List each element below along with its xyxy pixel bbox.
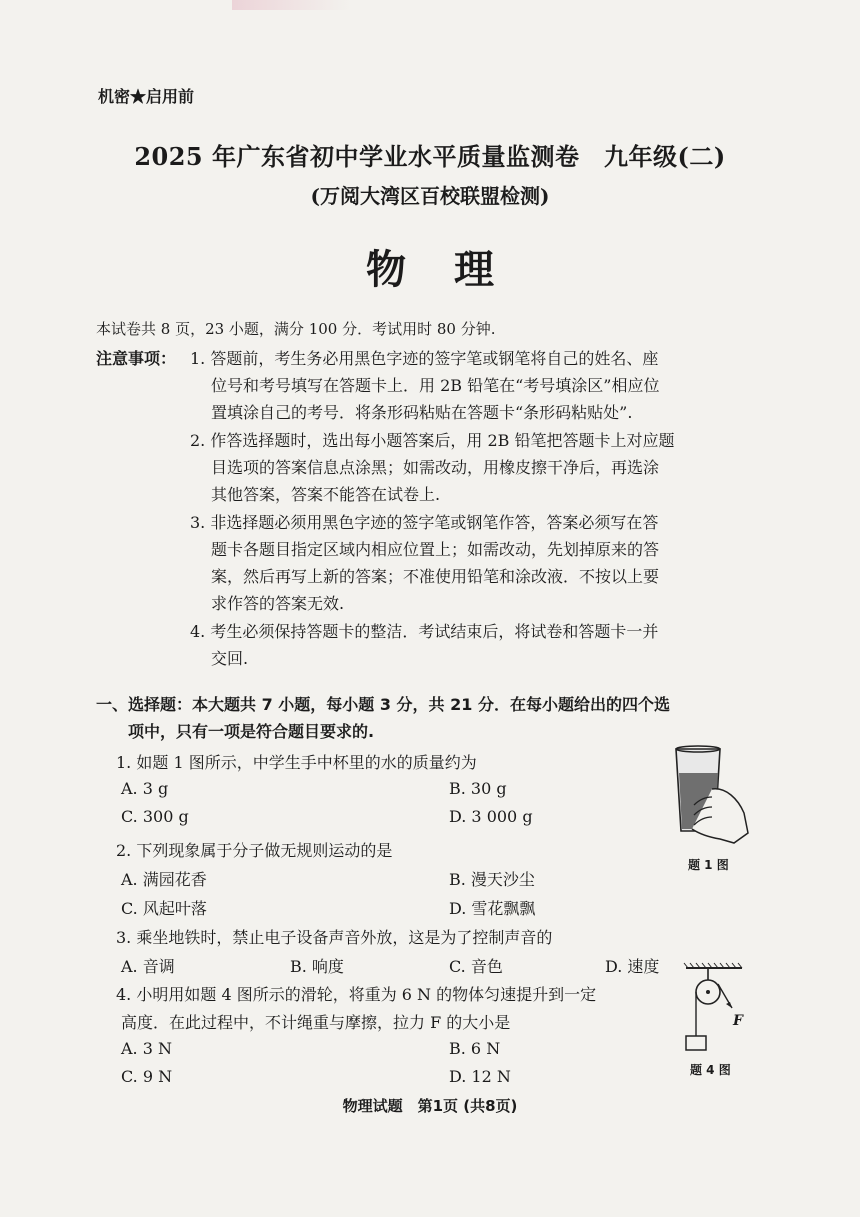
question-4-stem: 4. 小明用如题 4 图所示的滑轮，将重为 6 N 的物体匀速提升到一定: [116, 985, 597, 1004]
section-title-cont: 项中，只有一项是符合题目要求的.: [128, 722, 375, 741]
notice-line: 3. 非选择题必须用黑色字迹的签字笔或钢笔作答，答案必须写在答: [190, 513, 659, 532]
question-2-option-c: C. 风起叶落: [121, 899, 207, 918]
question-3-option-b: B. 响度: [290, 957, 344, 976]
section-title: 一、选择题：本大题共 7 小题，每小题 3 分，共 21 分．在每小题给出的四个选: [96, 695, 670, 714]
top-stain: [232, 0, 352, 10]
page-footer: 物理试题 第1页 (共8页): [342, 1097, 518, 1115]
question-3-stem: 3. 乘坐地铁时，禁止电子设备声音外放，这是为了控制声音的: [116, 928, 553, 947]
question-4-option-c: C. 9 N: [121, 1067, 173, 1086]
notice-line: 交回.: [211, 649, 249, 668]
question-2-option-d: D. 雪花飘飘: [449, 899, 536, 918]
question-3-option-d: D. 速度: [605, 957, 660, 976]
confidential-mark: 机密★启用前: [98, 87, 195, 106]
notice-line: 1. 答题前，考生务必用黑色字迹的签字笔或钢笔将自己的姓名、座: [190, 349, 659, 368]
notice-line: 其他答案，答案不能答在试卷上.: [211, 485, 441, 504]
question-4-option-a: A. 3 N: [121, 1039, 172, 1058]
question-4-option-b: B. 6 N: [449, 1039, 501, 1058]
figure-4-caption: 题 4 图: [690, 1063, 731, 1077]
figure-4-pulley: [680, 962, 750, 1054]
notice-line: 目选项的答案信息点涂黑；如需改动，用橡皮擦干净后，再选涂: [211, 458, 660, 477]
notice-line: 求作答的答案无效.: [211, 594, 345, 613]
question-1-option-b: B. 30 g: [449, 779, 507, 798]
question-3-option-c: C. 音色: [449, 957, 503, 976]
notice-label: 注意事项：: [96, 349, 177, 368]
exam-title: 2025 年广东省初中学业水平质量监测卷 九年级(二): [134, 142, 726, 171]
subject-title: 物理: [366, 247, 542, 293]
question-1-option-c: C. 300 g: [121, 807, 189, 826]
notice-line: 案，然后再写上新的答案；不准使用铅笔和涂改液．不按以上要: [211, 567, 660, 586]
question-1-option-d: D. 3 000 g: [449, 807, 533, 826]
question-4-option-d: D. 12 N: [449, 1067, 511, 1086]
figure-1-cup-in-hand: [668, 743, 750, 849]
question-1-stem: 1. 如题 1 图所示，中学生手中杯里的水的质量约为: [116, 753, 477, 772]
question-3-option-a: A. 音调: [121, 957, 175, 976]
notice-line: 题卡各题目指定区域内相应位置上；如需改动，先划掉原来的答: [211, 540, 660, 559]
exam-intro: 本试卷共 8 页，23 小题，满分 100 分．考试用时 80 分钟.: [96, 320, 496, 338]
figure-4-force-label: F: [733, 1013, 743, 1029]
notice-line: 置填涂自己的考号．将条形码粘贴在答题卡“条形码粘贴处”.: [211, 403, 633, 422]
question-2-stem: 2. 下列现象属于分子做无规则运动的是: [116, 841, 393, 860]
exam-subtitle: (万阅大湾区百校联盟检测): [310, 184, 550, 208]
notice-line: 2. 作答选择题时，选出每小题答案后，用 2B 铅笔把答题卡上对应题: [190, 431, 675, 450]
question-2-option-a: A. 满园花香: [121, 870, 207, 889]
figure-1-caption: 题 1 图: [688, 858, 729, 872]
question-2-option-b: B. 漫天沙尘: [449, 870, 535, 889]
question-4-stem-cont: 高度．在此过程中，不计绳重与摩擦，拉力 F 的大小是: [121, 1013, 511, 1032]
notice-line: 位号和考号填写在答题卡上．用 2B 铅笔在“考号填涂区”相应位: [211, 376, 660, 395]
question-1-option-a: A. 3 g: [121, 779, 169, 798]
notice-line: 4. 考生必须保持答题卡的整洁．考试结束后，将试卷和答题卡一并: [190, 622, 659, 641]
